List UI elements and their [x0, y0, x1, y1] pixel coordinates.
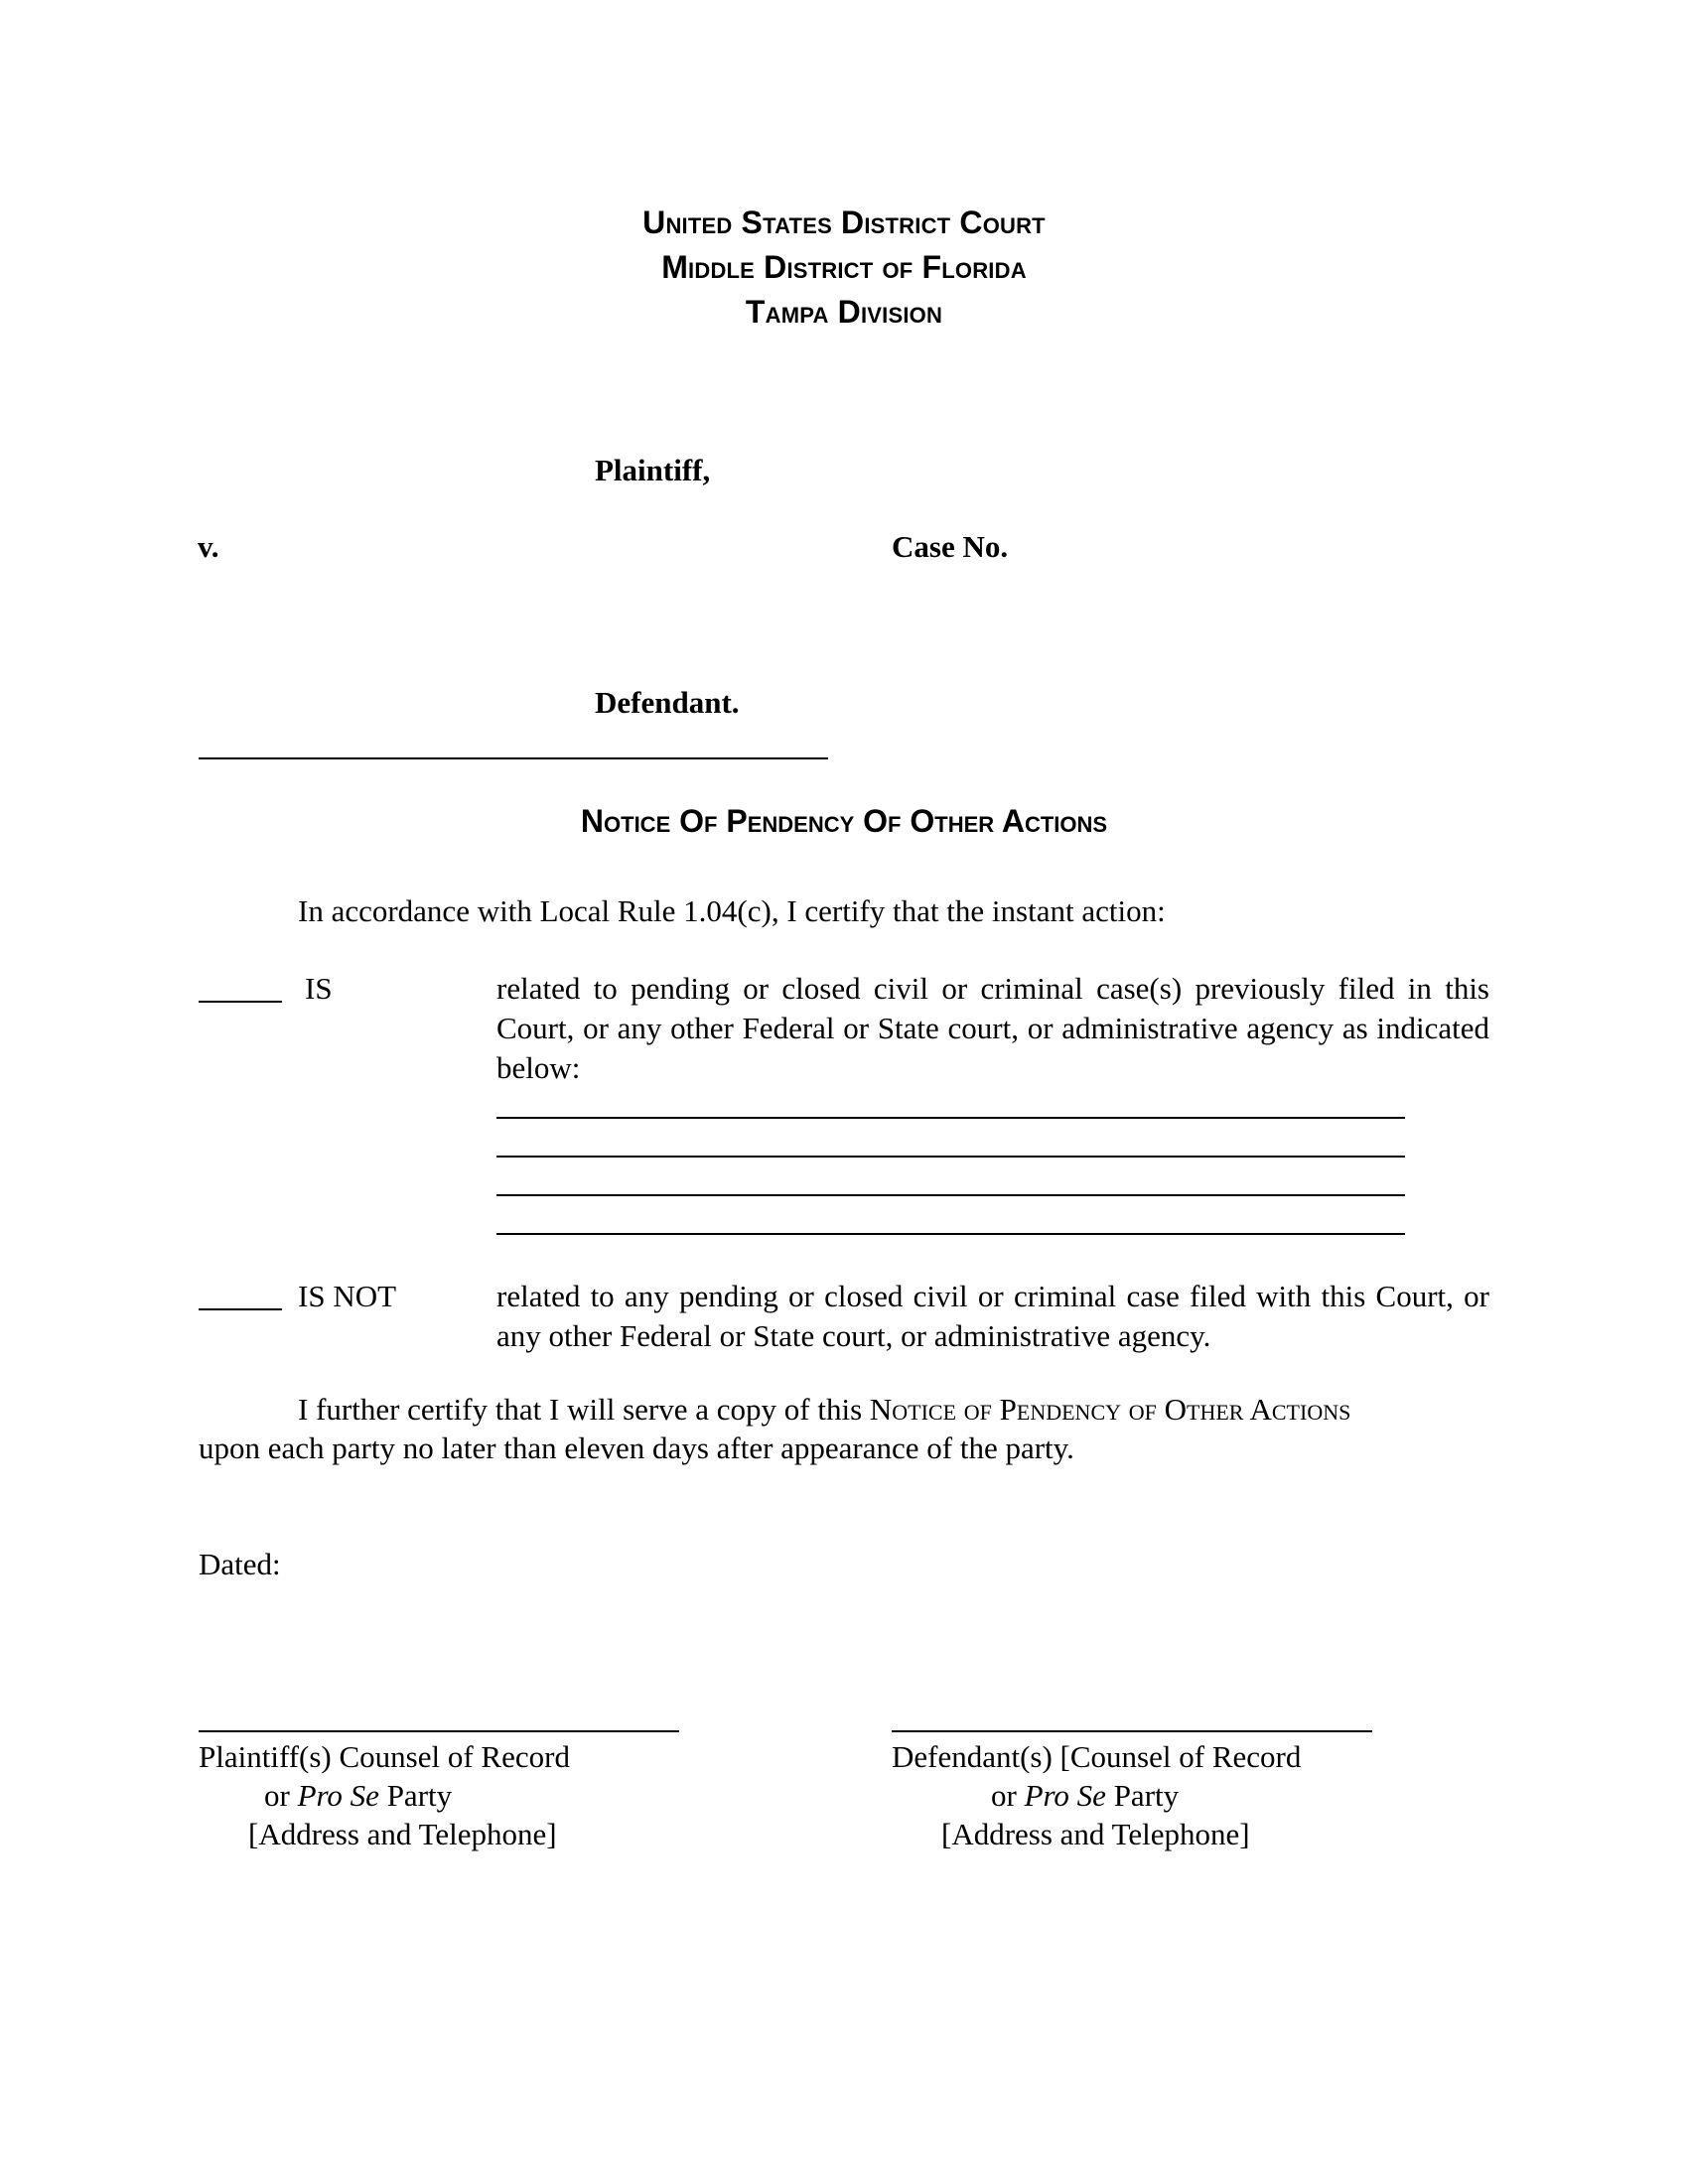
plaintiff-pro-se-line: or Pro Se Party [264, 1778, 453, 1813]
related-case-line[interactable] [496, 1233, 1405, 1235]
defendant-address: [Address and Telephone] [941, 1817, 1250, 1851]
is-not-label: IS NOT [298, 1279, 397, 1313]
dated-label: Dated: [199, 1547, 281, 1581]
plaintiff-counsel-label: Plaintiff(s) Counsel of Record [199, 1739, 570, 1774]
is-not-description: related to any pending or closed civil or criminal case filed with this Court, or any other Federal or State court, or administrative agency. [496, 1279, 1489, 1353]
defendant-label: Defendant. [595, 685, 740, 720]
plaintiff-label: Plaintiff, [595, 453, 711, 487]
court-district: Middle District of Florida [661, 249, 1027, 285]
defendant-counsel-label: Defendant(s) [Counsel of Record [892, 1739, 1302, 1774]
defendant-signature-line[interactable] [892, 1730, 1372, 1732]
case-number-label: Case No. [892, 529, 1009, 564]
court-name: United States District Court [642, 205, 1046, 240]
related-case-line[interactable] [496, 1194, 1405, 1196]
is-label: IS [305, 971, 333, 1006]
plaintiff-signature-line[interactable] [199, 1730, 679, 1732]
related-case-line[interactable] [496, 1117, 1405, 1119]
plaintiff-address: [Address and Telephone] [248, 1817, 557, 1851]
related-case-line[interactable] [496, 1156, 1405, 1158]
certify-text: I further certify that I will serve a copy of this [298, 1392, 863, 1427]
document-title: Notice Of Pendency Of Other Actions [580, 803, 1108, 839]
intro-text: In accordance with Local Rule 1.04(c), I certify that the instant action: [298, 893, 1166, 928]
is-not-checkbox-blank[interactable] [199, 1308, 282, 1310]
court-division: Tampa Division [745, 294, 943, 330]
caption-rule [199, 757, 828, 759]
notice-name: Notice of Pendency of Other Actions [869, 1392, 1351, 1427]
certify-line-1 [298, 1390, 1350, 1430]
is-description: related to pending or closed civil or criminal case(s) previously filed in this Court, or any other Federal or State court, or administrative agency as indicated below: [496, 971, 1489, 1085]
versus-label: v. [198, 529, 219, 564]
defendant-pro-se-line: or Pro Se Party [991, 1778, 1180, 1813]
certify-continuation: upon each party no later than eleven days after appearance of the party. [199, 1431, 1074, 1465]
is-checkbox-blank[interactable] [199, 1001, 282, 1003]
